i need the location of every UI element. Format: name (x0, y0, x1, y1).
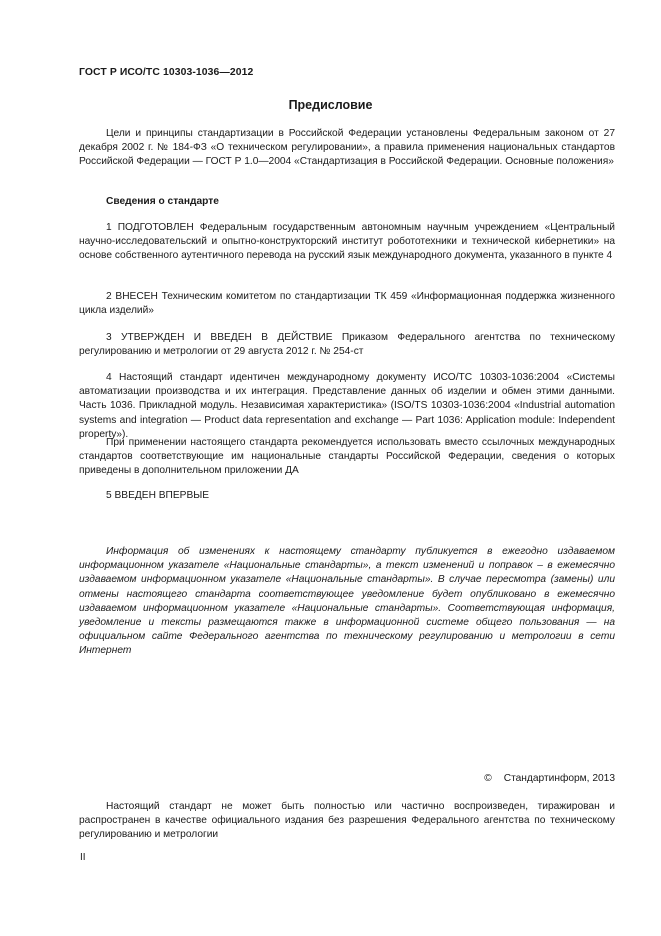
section-subheading: Сведения о стандарте (106, 196, 219, 207)
copyright-line (484, 773, 615, 784)
item-submitted: 2 ВНЕСЕН Техническим комитетом по стандартизации ТК 459 «Информационная поддержка жизненного цикла изделий» (79, 291, 615, 317)
item-approved: 3 УТВЕРЖДЕН И ВВЕДЕН В ДЕЙСТВИЕ Приказом Федерального агентства по техническому регулированию и метрологии от 29 августа 2012 г. № 254-ст (79, 332, 615, 358)
item-first-introduced: 5 ВВЕДЕН ВПЕРВЫЕ (106, 490, 210, 501)
intro-paragraph: Цели и принципы стандартизации в Российской Федерации установлены Федеральным законом от 27 декабря 2002 г. № 184-ФЗ «О техническом регулировании», а правила применения национальных стандартов Российской Федерации — ГОСТ Р 1.0—2004 «Стандартизация в Российской Федерации. Основные положения» (79, 128, 615, 168)
reproduction-notice: Настоящий стандарт не может быть полностью или частично воспроизведен, тиражирован и распространен в качестве официального издания без разрешения Федерального агентства по техническому регулированию и метрологии (79, 801, 615, 841)
copyright-icon: © (484, 773, 492, 784)
item-references-note: При применении настоящего стандарта рекомендуется использовать вместо ссылочных международных стандартов соответствующие им национальные стандарты Российской Федерации, сведения о которых приведены в дополнительном приложении ДА (79, 437, 615, 477)
changes-notice: Информация об изменениях к настоящему стандарту публикуется в ежегодно издаваемом информационном указателе «Национальные стандарты», а текст изменений и поправок – в ежемесячно издаваемом информационном указателе «Национальные стандарты». В случае пересмотра (замены) или отмены настоящего стандарта соответствующее уведомление будет опубликовано в ежемесячно издаваемом информационном указателе «Национальные стандарты». Соответствующая информация, уведомление и тексты размещаются также в информационной системе общего пользования — на официальном сайте Федерального агентства по техническому регулированию и метрологии в сети Интернет (79, 546, 615, 657)
copyright-text: Стандартинформ, 2013 (503, 773, 615, 784)
document-header: ГОСТ Р ИСО/ТС 10303-1036—2012 (79, 67, 254, 78)
item-identical: 4 Настоящий стандарт идентичен международному документу ИСО/ТС 10303-1036:2004 «Системы автоматизации производства и их интеграция. Представление данных об изделии и обмен этими данными. Часть 1036. Прикладной модуль. Независимая характеристика» (ISO/TS 10303-1036:2004 «Industrial automation systems and integration — Product data representation and exchange — Part 1036: Application module: Independent property»). (79, 372, 615, 440)
page-number: II (80, 852, 86, 863)
page-title: Предисловие (288, 98, 373, 112)
item-prepared: 1 ПОДГОТОВЛЕН Федеральным государственным автономным научным учреждением «Центральный научно-исследовательский и опытно-конструкторский институт робототехники и технической кибернетики» на основе собственного аутентичного перевода на русский язык международного документа, указанного в пункте 4 (79, 222, 615, 262)
